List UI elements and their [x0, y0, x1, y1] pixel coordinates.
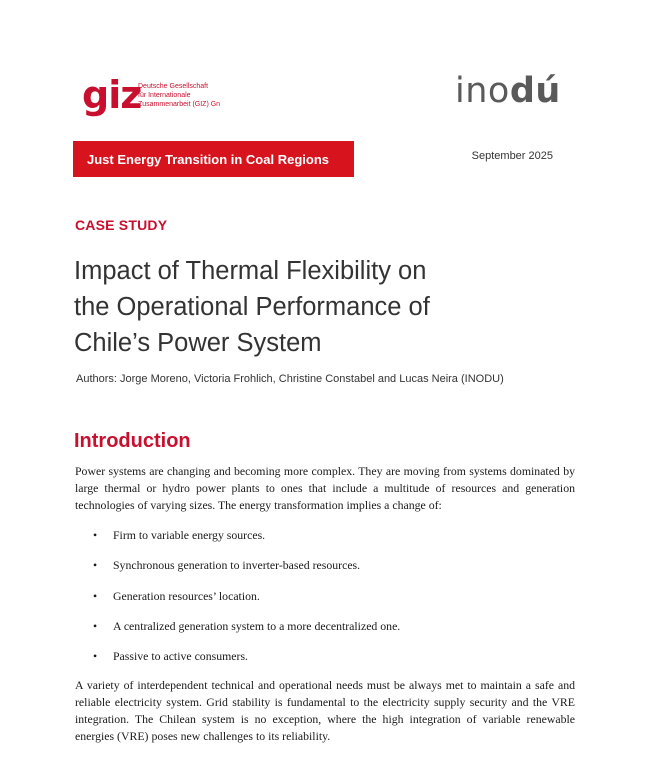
document-title [74, 253, 594, 361]
bullet-icon: • [93, 618, 98, 633]
bullet-icon: • [93, 649, 98, 664]
list-item: • Synchronous generation to inverter-based resources. [93, 557, 400, 587]
giz-logo-mark: giz [82, 73, 142, 117]
list-item: • A centralized generation system to a more decentralized one. [93, 618, 400, 648]
intro-paragraph: Power systems are changing and becoming more complex. They are moving from systems dominated by large thermal or hydro power plants to ones that include a multitude of resources and generation technologies of varying sizes. The energy transformation implies a change of: [75, 464, 575, 512]
section-heading-introduction: Introduction [74, 430, 191, 452]
bullet-icon: • [93, 588, 98, 603]
publication-date: September 2025 [471, 150, 553, 162]
giz-logo-text: Deutsche Gesellschaft für Internationale Zusammenarbeit (GIZ) Gn [138, 83, 221, 108]
closing-paragraph: A variety of interdependent technical and operational needs must be always met to maintain a safe and reliable electricity system. Grid stability is fundamental to the electricity supply security and the VRE integration. The Chilean system is no exception, where the high integration of variable renewable energies (VRE) poses new challenges to its reliability. [75, 678, 575, 743]
bullet-icon: • [93, 558, 98, 573]
list-item: • Generation resources’ location. [93, 588, 400, 618]
title-line: Chile’s Power System [74, 329, 322, 357]
list-item: • Firm to variable energy sources. [93, 527, 400, 557]
inodu-logo: inodú [455, 71, 561, 111]
bullet-icon: • [93, 528, 98, 542]
giz-logo [82, 73, 282, 120]
change-list [93, 527, 400, 678]
case-study-label: CASE STUDY [75, 217, 168, 233]
title-line: Impact of Thermal Flexibility on [74, 257, 427, 285]
program-banner: Just Energy Transition in Coal Regions [73, 141, 354, 177]
authors-line: Authors: Jorge Moreno, Victoria Frohlich, Christine Constabel and Lucas Neira (INODU) [76, 373, 504, 385]
list-item: • Passive to active consumers. [93, 648, 400, 678]
title-line: the Operational Performance of [74, 293, 430, 321]
